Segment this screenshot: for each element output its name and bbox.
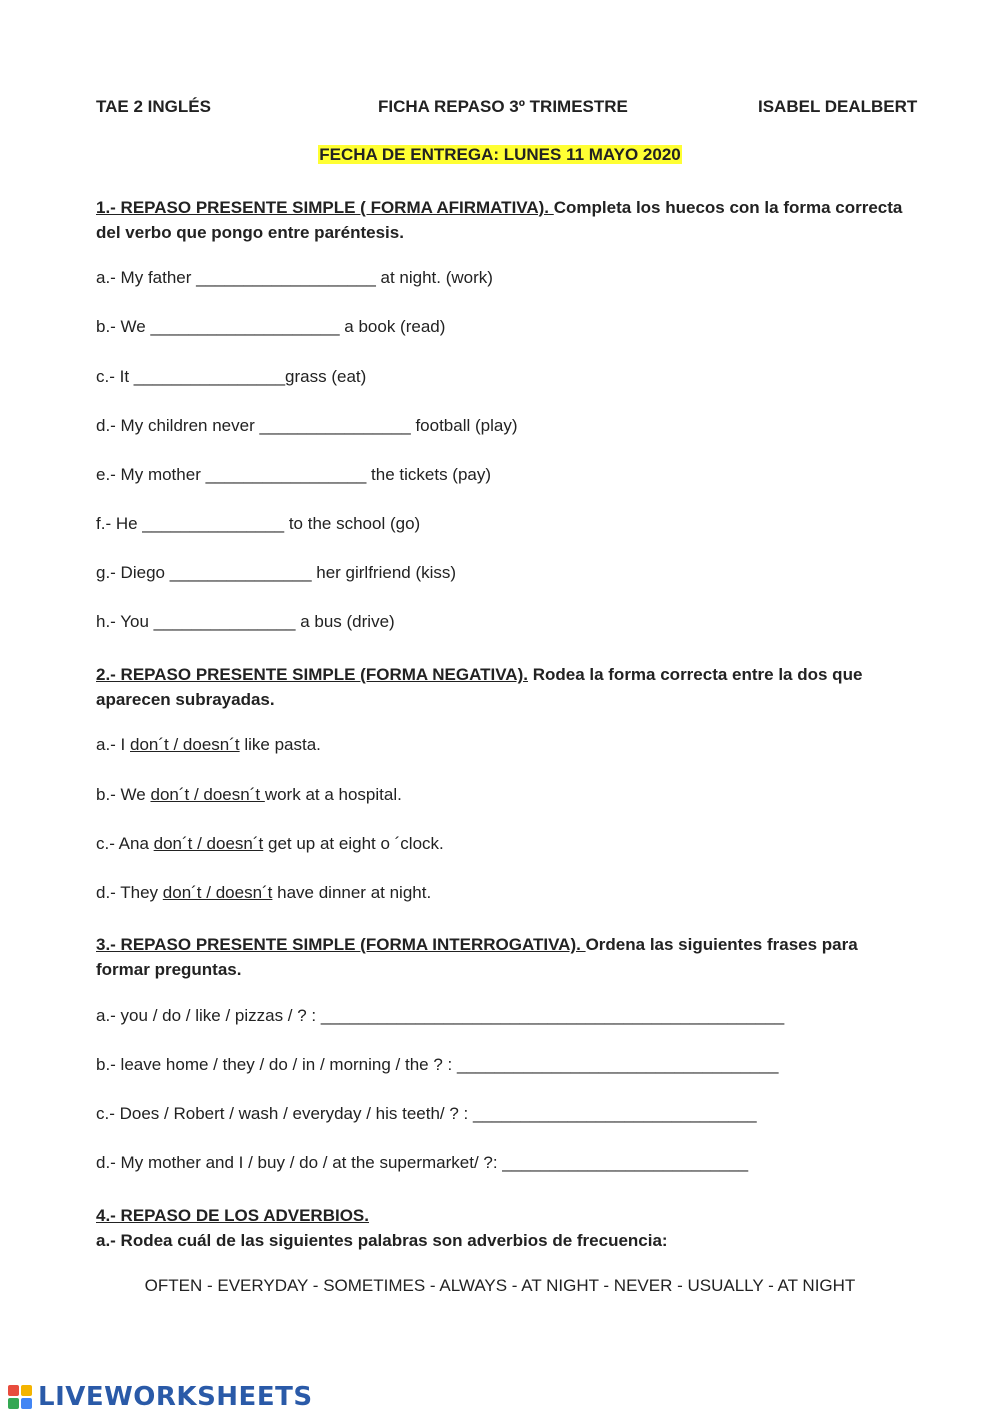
exercise-1-item: h.- You _______________ a bus (drive) [96,612,395,631]
exercise-1-item: f.- He _______________ to the school (go) [96,514,421,533]
exercise-3-item: d.- My mother and I / buy / do / at the supermarket/ ?: __________________________ [96,1153,749,1172]
section-1-instruction: Completa los huecos con la forma correcta del verbo que pongo entre paréntesis. [96,198,903,242]
item-text: get up at eight o ´clock. [263,834,444,853]
exercise-3-item: b.- leave home / they / do / in / morning / the ? : __________________________________ [96,1055,779,1074]
exercise-1-item: e.- My mother _________________ the tickets (pay) [96,465,492,484]
exercise-2-item [96,785,402,805]
section-3-instruction: Ordena las siguientes frases para formar preguntas. [96,935,858,979]
exercise-2-item [96,735,321,755]
logo-wordmark: LIVEWORKSHEETS [38,1382,313,1412]
exercise-1-item: b.- We ____________________ a book (read) [96,317,446,336]
item-text: a.- I [96,735,131,754]
section-4-title: 4.- REPASO DE LOS ADVERBIOS. [96,1206,369,1225]
item-text: b.- We [96,785,151,804]
exercise-3-item: a.- you / do / like / pizzas / ? : _________________________________________________ [96,1006,785,1025]
exercise-2-item [96,883,431,903]
exercise-3-item: c.- Does / Robert / wash / everyday / his teeth/ ? : ______________________________ [96,1104,757,1123]
liveworksheets-logo [8,1382,313,1412]
exercise-1-item: g.- Diego _______________ her girlfriend (kiss) [96,563,457,582]
worksheet-title: FICHA REPASO 3º TRIMESTRE [378,97,628,116]
deadline-row [0,145,1000,165]
section-2-heading [96,662,916,712]
item-text: have dinner at night. [272,883,432,902]
liveworksheets-logo-icon [8,1385,32,1409]
adverb-word-list: OFTEN - EVERYDAY - SOMETIMES - ALWAYS - AT NIGHT - NEVER - USUALLY - AT NIGHT [144,1276,856,1295]
section-2-instruction: Rodea la forma correcta entre la dos que aparecen subrayadas. [96,665,863,709]
course-label: TAE 2 INGLÉS [96,97,211,116]
exercise-1-item: d.- My children never ________________ football (play) [96,416,518,435]
exercise-2-item [96,834,444,854]
section-3-title: 3.- REPASO PRESENTE SIMPLE (FORMA INTERROGATIVA). [96,935,586,954]
exercise-1-item: c.- It ________________grass (eat) [96,367,367,386]
choice-options[interactable]: don´t / doesn´t [162,883,273,902]
section-4-heading [96,1203,916,1253]
section-1-heading [96,195,916,245]
section-4-subtitle: a.- Rodea cuál de las siguientes palabras son adverbios de frecuencia: [96,1231,668,1250]
exercise-1-item: a.- My father ___________________ at night. (work) [96,268,493,287]
item-text: like pasta. [239,735,321,754]
teacher-name: ISABEL DEALBERT [758,97,918,116]
deadline-highlight: FECHA DE ENTREGA: LUNES 11 MAYO 2020 [319,145,681,164]
item-text: c.- Ana [96,834,154,853]
choice-options[interactable]: don´t / doesn´t [153,834,264,853]
section-3-heading [96,932,916,982]
section-1-title: 1.- REPASO PRESENTE SIMPLE ( FORMA AFIRMATIVA). [96,198,554,217]
section-2-title: 2.- REPASO PRESENTE SIMPLE (FORMA NEGATIVA). [96,665,528,684]
item-text: d.- They [96,883,163,902]
choice-options[interactable]: don´t / doesn´t [150,785,265,804]
item-text: work at a hospital. [264,785,402,804]
choice-options[interactable]: don´t / doesn´t [130,735,240,754]
